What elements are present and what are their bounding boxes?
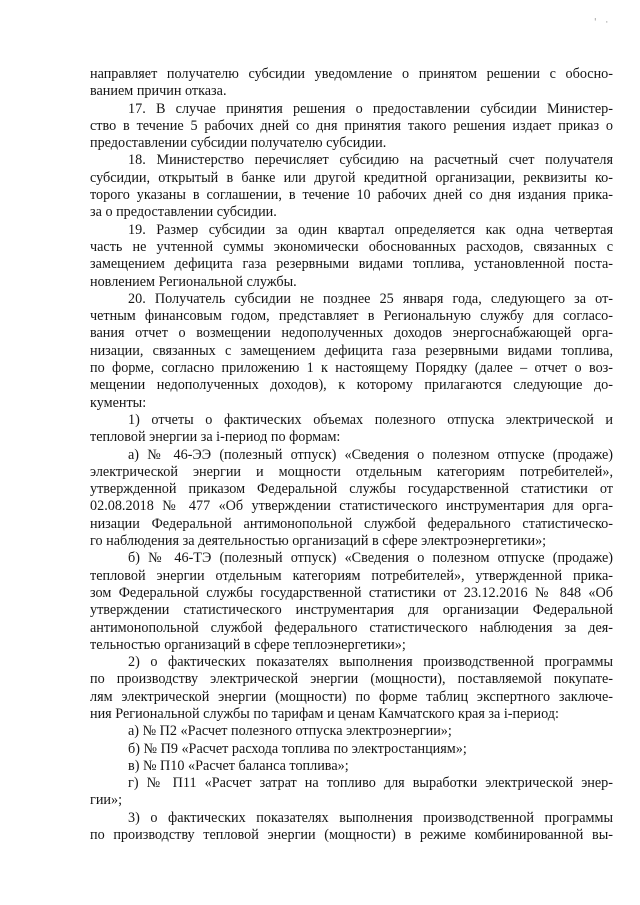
text-line: по производству тепловой энергии (мощности) в режиме комбинированной вы- bbox=[90, 827, 613, 844]
text-line: низации, связанных с замещением дефицита газа резервными видами топлива, bbox=[90, 342, 613, 359]
text-line: тепловой энергии отдельным категориям потребителей», утвержденной прика- bbox=[90, 567, 613, 584]
text-line: ванием причин отказа. bbox=[90, 83, 227, 100]
text-line: антимонопольной службой федерального статистического наблюдения за дея- bbox=[90, 619, 613, 636]
text-line: утвержденной приказом Федеральной службы государственной статистики от bbox=[90, 481, 613, 498]
text-line: торого указаны в соглашении, в течение 10 рабочих дней со дня издания прика- bbox=[90, 187, 613, 204]
text-line: замещением дефицита газа резервными видами топлива, установленной поста- bbox=[90, 256, 613, 273]
text-line: предоставлении субсидии получателю субсидии. bbox=[90, 135, 387, 152]
text-line: зом Федеральной службы государственной статистики от 23.12.2016 № 848 «Об bbox=[90, 584, 613, 601]
text-line: утверждении статистического инструментария для организации Федеральной bbox=[90, 602, 613, 619]
text-line: 17. В случае принятия решения о предоставлении субсидии Министер- bbox=[128, 100, 613, 117]
text-line: четным финансовым годом, представляет в Региональную службу для согласо- bbox=[90, 308, 613, 325]
text-line: г) № П11 «Расчет затрат на топливо для выработки электрической энер- bbox=[128, 775, 613, 792]
text-line: го наблюдения за деятельностью организаций в сфере электроэнергетики»; bbox=[90, 533, 547, 550]
text-line: б) № П9 «Расчет расхода топлива по электростанциям»; bbox=[128, 740, 467, 757]
text-line: по производству электрической энергии (мощности), поставляемой покупате- bbox=[90, 671, 613, 688]
text-line: кументы: bbox=[90, 394, 147, 411]
text-line: низации Федеральной антимонопольной службой федерального статистическо- bbox=[90, 515, 613, 532]
text-line: в) № П10 «Расчет баланса топлива»; bbox=[128, 757, 349, 774]
text-line: электрической энергии и мощности отдельным категориям потребителей», bbox=[90, 463, 613, 480]
text-line: лям электрической энергии (мощности) по форме таблиц экспертного заключе- bbox=[90, 688, 613, 705]
text-line: за о предоставлении субсидии. bbox=[90, 204, 277, 221]
text-line: ния Региональной службы по тарифам и ценам Камчатского края за i-период: bbox=[90, 705, 559, 722]
text-line: субсидии, открытый в банке или другой кредитной организации, реквизиты ко- bbox=[90, 169, 613, 186]
text-line: б) № 46-ТЭ (полезный отпуск) «Сведения о полезном отпуске (продаже) bbox=[128, 550, 613, 567]
text-line: 20. Получатель субсидии не позднее 25 января года, следующего за от- bbox=[128, 290, 613, 307]
text-line: ство в течение 5 рабочих дней со дня принятия такого решения издает приказ о bbox=[90, 117, 613, 134]
text-line: 3) о фактических показателях выполнения производственной программы bbox=[128, 809, 613, 826]
text-line: 02.08.2018 № 477 «Об утверждении статистического инструментария для орга- bbox=[90, 498, 613, 515]
text-line: 19. Размер субсидии за один квартал определяется как одна четвертая bbox=[128, 221, 613, 238]
scan-marks: ' · bbox=[594, 18, 612, 28]
text-line: тепловой энергии за i-период по формам: bbox=[90, 429, 341, 446]
text-line: вания отчет о возмещении недополученных доходов энергоснабжающей орга- bbox=[90, 325, 613, 342]
text-line: тельностью организаций в сфере теплоэнергетики»; bbox=[90, 636, 406, 653]
text-line: 2) о фактических показателях выполнения производственной программы bbox=[128, 654, 613, 671]
text-line: по форме, согласно приложению 1 к настоящему Порядку (далее – отчет о воз- bbox=[90, 360, 613, 377]
text-line: направляет получателю субсидии уведомление о принятом решении с обосно- bbox=[90, 66, 613, 82]
document-body bbox=[90, 66, 613, 844]
text-line: а) № 46-ЭЭ (полезный отпуск) «Сведения о полезном отпуске (продаже) bbox=[128, 446, 613, 463]
text-line: мещении недополученных доходов), к которому прилагаются следующие до- bbox=[90, 377, 613, 394]
text-line: 18. Министерство перечисляет субсидию на расчетный счет получателя bbox=[128, 152, 613, 169]
text-line: 1) отчеты о фактических объемах полезного отпуска электрической и bbox=[128, 411, 613, 428]
text-line: гии»; bbox=[90, 792, 123, 809]
text-line: а) № П2 «Расчет полезного отпуска электроэнергии»; bbox=[128, 723, 452, 740]
text-line: новлением Региональной службы. bbox=[90, 273, 297, 290]
text-line: часть не учтенной суммы экономически обоснованных расходов, связанных с bbox=[90, 238, 613, 255]
